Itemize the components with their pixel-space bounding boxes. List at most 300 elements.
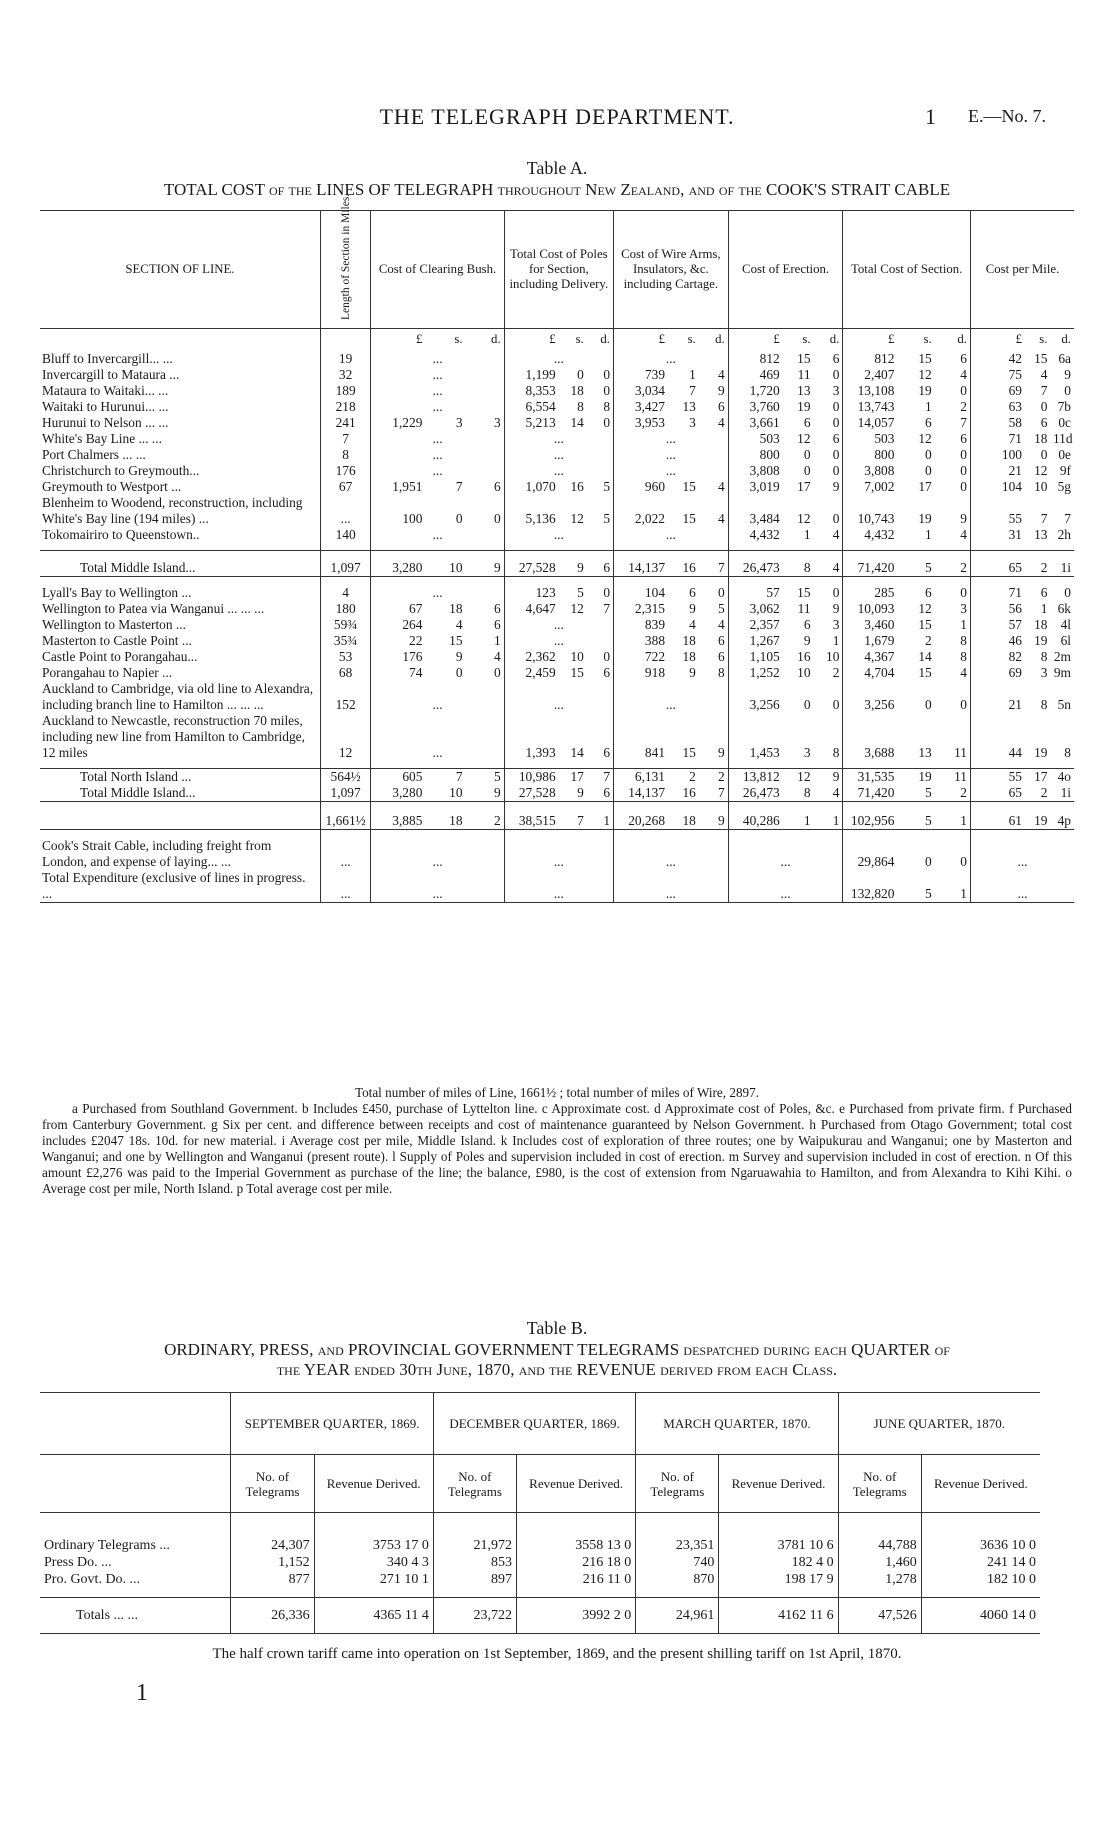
row-label: Christchurch to Greymouth... [42,462,200,478]
money-cell: 71,420 5 2 [843,785,971,802]
row-miles: ... [320,870,371,903]
money-cell: 102,956 5 1 [843,802,971,830]
money-cell: 3,019 17 9 [728,479,843,495]
money-cell: 75 4 9 [970,367,1074,383]
money-cell: 2,407 12 4 [843,367,971,383]
quarter-header: MARCH QUARTER, 1870. [636,1393,838,1455]
revenue-value: 3636 10 0 [921,1537,1040,1554]
money-cell: ... [504,527,613,543]
money-cell: ... [371,527,504,543]
row-label: Press Do. ... [44,1554,112,1570]
header-per-mile: Cost per Mile. [970,211,1074,329]
money-cell: ... [728,838,843,870]
money-cell: 800 0 0 [728,447,843,463]
row-miles: 59¾ [320,617,371,633]
row-miles: 152 [320,681,371,713]
revenue-value: 241 14 0 [921,1554,1040,1571]
money-cell: ... [371,367,504,383]
money-cell: 3,427 13 6 [614,399,729,415]
money-cell: 55 17 4o [970,769,1074,786]
revenue-value: 3992 2 0 [516,1598,635,1634]
money-cell: 4,647 12 7 [504,601,613,617]
money-cell: 1,070 16 5 [504,479,613,495]
row-label: Totals ... ... [76,1608,139,1623]
money-cell: ... [371,383,504,399]
money-cell: 67 18 6 [371,601,504,617]
lsd-header: £ s. d. [504,329,613,351]
money-cell: 3,062 11 9 [728,601,843,617]
money-cell: 3,688 13 11 [843,713,971,761]
money-cell: 3,885 18 2 [371,802,504,830]
money-cell: 65 2 1i [970,551,1074,577]
header-section: SECTION OF LINE. [125,262,235,276]
money-cell: 38,515 7 1 [504,802,613,830]
telegram-count: 47,526 [838,1598,921,1634]
header-wire: Cost of Wire Arms, Insulators, &c. including Cartage. [614,211,729,329]
money-cell: 29,864 0 0 [843,838,971,870]
money-cell: ... [504,633,613,649]
money-cell: ... [614,838,729,870]
money-cell: 800 0 0 [843,447,971,463]
money-cell: ... [504,431,613,447]
money-cell: 21 8 5n [970,681,1074,713]
table-a-summary: Total number of miles of Line, 1661½ ; total number of miles of Wire, 2897. [354,1085,760,1100]
page-header-title: THE TELEGRAPH DEPARTMENT. [379,104,735,129]
row-miles: 7 [320,431,371,447]
money-cell: 27,528 9 6 [504,785,613,802]
money-cell: ... [970,870,1074,903]
money-cell: 1,199 0 0 [504,367,613,383]
table-a-caption: Table A. [526,158,588,178]
money-cell: ... [614,681,729,713]
row-miles: 1,661½ [320,802,371,830]
money-cell: 27,528 9 6 [504,551,613,577]
money-cell: ... [614,447,729,463]
money-cell: 104 10 5g [970,479,1074,495]
table-row [40,681,1074,713]
money-cell: 285 6 0 [843,585,971,601]
money-cell: 388 18 6 [614,633,729,649]
row-label: Hurunui to Nelson ... ... [42,414,169,430]
money-cell: 31,535 19 11 [843,769,971,786]
page-number: 1 [925,104,936,129]
revenue-value: 3753 17 0 [314,1537,433,1554]
money-cell: 503 12 6 [728,431,843,447]
money-cell: 739 1 4 [614,367,729,383]
table-row [40,351,1074,367]
money-cell: 2,362 10 0 [504,649,613,665]
telegram-count: 23,722 [433,1598,516,1634]
page-footer-number: 1 [136,1680,148,1706]
telegram-count: 870 [636,1571,719,1588]
row-label: Masterton to Castle Point ... [42,632,192,648]
lsd-header: £ s. d. [371,329,504,351]
money-cell: ... [371,681,504,713]
row-label: White's Bay Line ... ... [42,430,162,446]
money-cell: 69 3 9m [970,665,1074,681]
money-cell: 8,353 18 0 [504,383,613,399]
revenue-value: 4365 11 4 [314,1598,433,1634]
money-cell: 71 6 0 [970,585,1074,601]
telegram-count: 1,278 [838,1571,921,1588]
col-no-telegrams: No. of Telegrams [838,1455,921,1513]
money-cell: 100 0 0 [371,495,504,527]
table-row [40,447,1074,463]
money-cell: ... [371,431,504,447]
revenue-value: 216 18 0 [516,1554,635,1571]
table-row [40,383,1074,399]
row-label: Lyall's Bay to Wellington ... [42,584,192,600]
money-cell: ... [371,399,504,415]
money-cell: 3,484 12 0 [728,495,843,527]
money-cell: 46 19 6l [970,633,1074,649]
lsd-header: £ s. d. [728,329,843,351]
row-label: Auckland to Newcastle, reconstruction 70 miles, including new line from Hamilton to Cambridge, 12 miles [42,712,305,760]
money-cell: 42 15 6a [970,351,1074,367]
money-cell: ... [504,351,613,367]
money-cell: 812 15 6 [728,351,843,367]
row-miles: 68 [320,665,371,681]
money-cell: 4,367 14 8 [843,649,971,665]
row-label: Porangahau to Napier ... [42,664,173,680]
money-cell: 65 2 1i [970,785,1074,802]
row-label: Wellington to Patea via Wanganui ... ... ... [42,600,265,616]
money-cell: 13,812 12 9 [728,769,843,786]
money-cell: 74 0 0 [371,665,504,681]
money-cell: ... [371,585,504,601]
telegram-count: 44,788 [838,1537,921,1554]
money-cell: 20,268 18 9 [614,802,729,830]
money-cell: 3,256 0 0 [728,681,843,713]
revenue-value: 198 17 9 [719,1571,838,1588]
money-cell: 57 15 0 [728,585,843,601]
telegram-count: 1,152 [231,1554,314,1571]
money-cell: 1,453 3 8 [728,713,843,761]
telegram-count: 26,336 [231,1598,314,1634]
table-a-subtitle: TOTAL COST of the LINES OF TELEGRAPH throughout New Zealand, and of the COOK'S STRAIT CABLE [163,180,951,199]
row-label: Total Expenditure (exclusive of lines in progress. ... [42,869,306,901]
table-row [40,713,1074,761]
money-cell: ... [614,527,729,543]
money-cell: 2,022 15 4 [614,495,729,527]
table-a-notes [42,1085,1072,1197]
money-cell: 58 6 0c [970,415,1074,431]
revenue-value: 182 10 0 [921,1571,1040,1588]
row-label: Pro. Govt. Do. ... [44,1571,141,1587]
table-row [40,802,1074,830]
money-cell: 469 11 0 [728,367,843,383]
money-cell: 3,256 0 0 [843,681,971,713]
money-cell: 3,460 15 1 [843,617,971,633]
money-cell: 4,432 1 4 [728,527,843,543]
telegram-count: 877 [231,1571,314,1588]
money-cell: ... [504,681,613,713]
money-cell: 100 0 0e [970,447,1074,463]
row-label: Waitaki to Hurunui... ... [42,398,169,414]
row-miles: 67 [320,479,371,495]
table-row [40,495,1074,527]
lsd-header: £ s. d. [970,329,1074,351]
money-cell: ... [504,463,613,479]
table-row [40,1571,1040,1588]
money-cell: 722 18 6 [614,649,729,665]
money-cell: ... [371,351,504,367]
row-miles: ... [320,495,371,527]
table-row [40,838,1074,870]
money-cell: 3,661 6 0 [728,415,843,431]
money-cell: 4,432 1 4 [843,527,971,543]
col-no-telegrams: No. of Telegrams [636,1455,719,1513]
money-cell: 605 7 5 [371,769,504,786]
money-cell: 7,002 17 0 [843,479,971,495]
row-label: Castle Point to Porangahau... [42,648,198,664]
row-label: Tokomairiro to Queenstown.. [42,526,200,542]
money-cell: 3,280 10 9 [371,551,504,577]
row-miles: 12 [320,713,371,761]
money-cell: 5,213 14 0 [504,415,613,431]
table-row [40,633,1074,649]
quarter-header: DECEMBER QUARTER, 1869. [433,1393,635,1455]
row-miles: 19 [320,351,371,367]
money-cell: ... [728,870,843,903]
money-cell: 1,720 13 3 [728,383,843,399]
money-cell: 918 9 8 [614,665,729,681]
table-row [40,769,1074,786]
money-cell: 63 0 7b [970,399,1074,415]
row-label: Mataura to Waitaki... ... [42,382,169,398]
revenue-value: 216 11 0 [516,1571,635,1588]
telegram-count: 853 [433,1554,516,1571]
row-label: Blenheim to Woodend, reconstruction, including White's Bay line (194 miles) ... [42,494,303,526]
row-miles: ... [320,838,371,870]
revenue-value: 340 4 3 [314,1554,433,1571]
money-cell: ... [504,870,613,903]
money-cell: 3,760 19 0 [728,399,843,415]
revenue-value: 182 4 0 [719,1554,838,1571]
money-cell: 14,057 6 7 [843,415,971,431]
money-cell: 13,743 1 2 [843,399,971,415]
revenue-value: 3781 10 6 [719,1537,838,1554]
telegram-count: 23,351 [636,1537,719,1554]
col-revenue: Revenue Derived. [921,1455,1040,1513]
money-cell: 22 15 1 [371,633,504,649]
row-label: Port Chalmers ... ... [42,446,146,462]
money-cell: 10,986 17 7 [504,769,613,786]
money-cell: 104 6 0 [614,585,729,601]
money-cell: 14,137 16 7 [614,785,729,802]
col-revenue: Revenue Derived. [719,1455,838,1513]
money-cell: 1,267 9 1 [728,633,843,649]
money-cell: 10,093 12 3 [843,601,971,617]
row-label: Auckland to Cambridge, via old line to Alexandra, including branch line to Hamilton ... ... ... [42,680,314,712]
lsd-header: £ s. d. [843,329,971,351]
money-cell: 4,704 15 4 [843,665,971,681]
money-cell: ... [614,351,729,367]
money-cell: 1,105 16 10 [728,649,843,665]
money-cell: 14,137 16 7 [614,551,729,577]
money-cell: ... [504,838,613,870]
money-cell: ... [970,838,1074,870]
row-miles: 180 [320,601,371,617]
row-label: Total Middle Island... [80,560,196,575]
money-cell: 2,357 6 3 [728,617,843,633]
money-cell: 56 1 6k [970,601,1074,617]
money-cell: 5,136 12 5 [504,495,613,527]
money-cell: 31 13 2h [970,527,1074,543]
money-cell: 3,034 7 9 [614,383,729,399]
header-poles: Total Cost of Poles for Section, including Delivery. [504,211,613,329]
tariff-footnote: The half crown tariff came into operation on 1st September, 1869, and the present shilling tariff on 1st April, 1870. [212,1646,902,1662]
header-clearing: Cost of Clearing Bush. [371,211,504,329]
table-b-caption: Table B. [526,1318,588,1338]
table-b-subtitle-1: ORDINARY, PRESS, and PROVINCIAL GOVERNMENT TELEGRAMS despatched during each QUARTER of [164,1340,950,1359]
table-row [40,1537,1040,1554]
row-miles: 53 [320,649,371,665]
money-cell: 841 15 9 [614,713,729,761]
telegram-count: 21,972 [433,1537,516,1554]
row-miles: 1,097 [320,785,371,802]
money-cell: 3,953 3 4 [614,415,729,431]
money-cell: ... [614,463,729,479]
table-row [40,1598,1040,1634]
row-label: Wellington to Masterton ... [42,616,186,632]
money-cell: 1,679 2 8 [843,633,971,649]
money-cell: 55 7 7 [970,495,1074,527]
money-cell: 71,420 5 2 [843,551,971,577]
table-b [40,1392,1040,1634]
header-total: Total Cost of Section. [843,211,971,329]
table-a-footnotes: a Purchased from Southland Government. b Includes £450, purchase of Lyttelton line. c Approximate cost. d Approximate cost of Poles, &c. e Purchased from private firm. f Purchased from Canterbury Government. g Six per cent. and difference between receipts and cost of maintenance guaranteed by Nelson Government. h Purchased from Otago Government; total cost includes £2047 18s. 10d. for new material. i Average cost per mile, Middle Island. k Includes cost of exploration of three routes; one by Waipukurau and Wanganui; one by Masterton and Wanganui; and one by Wellington and Wanganui (present route). l Supply of Poles and supervision included in cost of erection. m Survey and supervision included in cost of erection. n Of this amount £2,276 was paid to the Imperial Government as purchase of the line; the balance, £980, is the cost of extension from Ngaruawahia to Hamilton, and from Alexandra to Kihi Kihi. o Average cost per mile, North Island. p Total average cost per mile. [42,1101,1072,1196]
row-miles: 189 [320,383,371,399]
table-row [40,617,1074,633]
table-row [40,649,1074,665]
table-row [40,601,1074,617]
row-label: Cook's Strait Cable, including freight from London, and expense of laying... ... [42,837,272,869]
revenue-value: 4060 14 0 [921,1598,1040,1634]
row-label: Invercargill to Mataura ... [42,366,180,382]
table-row [40,367,1074,383]
revenue-value: 271 10 1 [314,1571,433,1588]
money-cell: 26,473 8 4 [728,785,843,802]
table-b-subtitle-2: the YEAR ended 30th June, 1870, and the REVENUE derived from each Class. [276,1360,838,1379]
money-cell: 2,315 9 5 [614,601,729,617]
money-cell: 1,252 10 2 [728,665,843,681]
col-revenue: Revenue Derived. [314,1455,433,1513]
money-cell: 1,393 14 6 [504,713,613,761]
money-cell: 1,951 7 6 [371,479,504,495]
money-cell: ... [614,431,729,447]
telegram-count: 897 [433,1571,516,1588]
money-cell: ... [614,870,729,903]
money-cell: ... [371,870,504,903]
row-miles: 32 [320,367,371,383]
col-no-telegrams: No. of Telegrams [433,1455,516,1513]
money-cell: 503 12 6 [843,431,971,447]
money-cell: ... [371,713,504,761]
row-miles: 35¾ [320,633,371,649]
table-row [40,1554,1040,1571]
money-cell: 82 8 2m [970,649,1074,665]
table-row [40,870,1074,903]
row-miles: 8 [320,447,371,463]
money-cell: 6,554 8 8 [504,399,613,415]
row-miles: 4 [320,585,371,601]
money-cell: 132,820 5 1 [843,870,971,903]
money-cell: ... [371,447,504,463]
money-cell: 3,808 0 0 [728,463,843,479]
money-cell: 123 5 0 [504,585,613,601]
header-length: Length of Section in Miles. [320,211,371,329]
row-miles: 1,097 [320,551,371,577]
money-cell: 69 7 0 [970,383,1074,399]
money-cell: 264 4 6 [371,617,504,633]
money-cell: 71 18 11d [970,431,1074,447]
document-reference: E.—No. 7. [968,106,1046,126]
quarter-header: JUNE QUARTER, 1870. [838,1393,1040,1455]
money-cell: 960 15 4 [614,479,729,495]
table-row [40,463,1074,479]
row-miles: 241 [320,415,371,431]
telegram-count: 24,307 [231,1537,314,1554]
money-cell: 40,286 1 1 [728,802,843,830]
money-cell: ... [504,617,613,633]
money-cell: 839 4 4 [614,617,729,633]
money-cell: 21 12 9f [970,463,1074,479]
quarter-header: SEPTEMBER QUARTER, 1869. [231,1393,433,1455]
money-cell: 61 19 4p [970,802,1074,830]
money-cell: 6,131 2 2 [614,769,729,786]
table-row [40,527,1074,543]
row-miles: 564½ [320,769,371,786]
money-cell: ... [504,447,613,463]
money-cell: 10,743 19 9 [843,495,971,527]
money-cell: 3,808 0 0 [843,463,971,479]
table-row [40,551,1074,577]
row-label: Bluff to Invercargill... ... [42,350,173,366]
lsd-header: £ s. d. [614,329,729,351]
revenue-value: 4162 11 6 [719,1598,838,1634]
table-a [40,193,1074,903]
telegram-count: 740 [636,1554,719,1571]
table-row [40,585,1074,601]
table-row [40,785,1074,802]
header-erection: Cost of Erection. [728,211,843,329]
table-row [40,431,1074,447]
money-cell: 812 15 6 [843,351,971,367]
telegram-count: 1,460 [838,1554,921,1571]
money-cell: ... [371,838,504,870]
money-cell: 13,108 19 0 [843,383,971,399]
money-cell: 2,459 15 6 [504,665,613,681]
col-revenue: Revenue Derived. [516,1455,635,1513]
money-cell: 57 18 4l [970,617,1074,633]
row-label [40,802,320,830]
row-miles: 140 [320,527,371,543]
table-row [40,399,1074,415]
table-row [40,479,1074,495]
table-row [40,665,1074,681]
row-label: Total Middle Island... [80,785,196,800]
table-row [40,415,1074,431]
money-cell: 3,280 10 9 [371,785,504,802]
row-miles: 176 [320,463,371,479]
col-no-telegrams: No. of Telegrams [231,1455,314,1513]
row-label: Total North Island ... [80,769,192,784]
row-label: Ordinary Telegrams ... [44,1537,170,1553]
money-cell: 26,473 8 4 [728,551,843,577]
money-cell: 1,229 3 3 [371,415,504,431]
revenue-value: 3558 13 0 [516,1537,635,1554]
